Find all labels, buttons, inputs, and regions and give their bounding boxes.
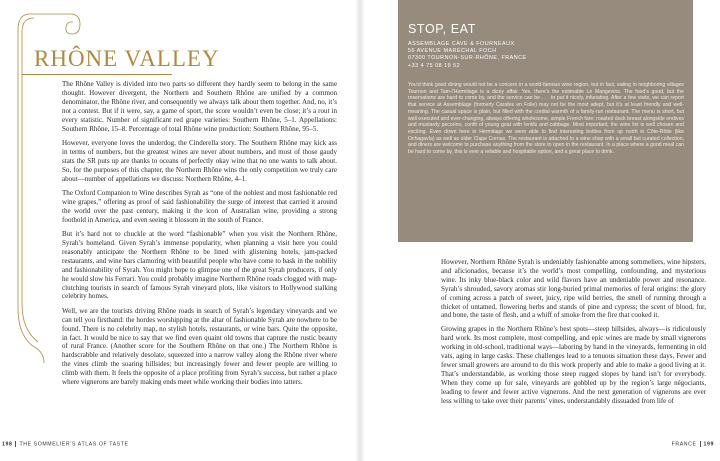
title-rule xyxy=(22,74,172,75)
sidebar-text xyxy=(408,82,684,156)
page-number-right: 199 xyxy=(703,441,714,448)
address-line: 07300 TOURNON-SUR-RHÔNE, FRANCE xyxy=(408,55,527,62)
stop-eat-sidebar xyxy=(398,0,693,242)
paragraph: Well, we are the tourists driving Rhône roads in search of Syrah’s legendary vineyards and we can tell you firsthand: the hordes worshipping at the altar of fashionable Syrah are nowhere to be found. There is no celebrity map, no stylish hotels, restaurants, or wine bars. Quite the opposite, in fact. It would be nice to say that we find even quaint old towns that capture the rustic beauty of rural France. (Another score for the Southern Rhône on that one.) The Northern Rhône is hardscrabble and relatively desolate, squeezed into a narrow valley along the Rhône river where the vines climb the soaring hillsides; but increasingly fewer and fewer people are willing to climb with them. It feels the opposite of a place profiting from Syrah’s success, but rather a place where vignerons are barely making ends meet while working their bodies into tatters. xyxy=(62,306,337,387)
address-line: ASSEMBLAGE CAVE & FOURNEAUX xyxy=(408,41,515,47)
paragraph: Growing grapes in the Northern Rhône’s best spots—steep hillsides, always—is ridiculously hard work. Its most complete, most compelling, and epic wines are made by small vignerons working in old-school, traditional ways—laboring by hand in the vineyards, fermenting in old vats, aging in large casks. These challenges lead to a tenuous situation these days. Fewer and fewer small growers are around to do this work properly and able to make a good living at it. That’s understandable, as working those steep rugged slopes by hand isn’t for everybody. When they come up for sale, vineyards are gobbled up by the region’s large négociants, leading to fewer and fewer active vignerons. And the next generation of vignerons are ever less willing to take over their parents’ vines, understandably dissuaded from life of xyxy=(441,325,706,405)
restaurant-address xyxy=(408,41,527,70)
book-title: THE SOMMELIER’S ATLAS OF TASTE xyxy=(19,441,129,448)
paragraph: However, Northern Rhône Syrah is undeniably fashionable among sommeliers, wine hipsters, and aficionados, because it’s the world’s most compelling, confounding, and mysterious wine. Its inky blue-black color and wild flavors have an undeniable power and resonance. Syrah’s shrouded, savory aromas stir long-buried primal memories of feral origins: the glory of coming across a patch of sweet, juicy, ripe wild berries, the smell of running through a thicket of untamed, flowering herbs and stands of pine and cypress; the scent of blood, fur, and bone, the taste of flesh, and a whiff of smoke from the fire that cooked it. xyxy=(441,258,706,320)
sidebar-paragraph: You’d think good dining would not be a concern in a world-famous wine region, but in fact, eating in neighboring villages Tournon and Tain-l’Hermitage is a dicey affair. Yes, there’s the estimable Le Mangevins. The food’s good, but the reservations are hard to come by, and the service can be . . . to put it nicely, infuriating. After a few visits, we can report that service at Assemblage (formerly Carafes en Folie) may not be the most adept, but it’s at least friendly and well-meaning. The casual space is plain, but filled with the cordial warmth of a family-run restaurant. The menu is short, but well executed and ever-changing, always offering wholesome, simple French fare: roasted duck breast alongside endives and mustardy pecorino, confit of young goat with lentils and cabbage. Most important, the wine list is well chosen and exciting. Even down here in Hermitage we were able to find interesting bottles from up north in Côte-Rôtie (like Ochagavía) as well as older Clape Cornas. The restaurant is attached to a wine shop with a small but curated collection, and diners are welcome to purchase anything from the store to open in the restaurant. In a place where a good meal can be hard to come by, this is ever a reliable and hospitable option, and a great place to drink. xyxy=(408,82,684,156)
left-body-text xyxy=(62,80,337,393)
footer-divider xyxy=(15,441,16,447)
phone-number: +33 4 75 08 19 52 xyxy=(408,62,461,69)
book-gutter xyxy=(355,0,365,461)
right-footer xyxy=(672,441,714,447)
paragraph: The Oxford Companion to Wine describes Syrah as “one of the noblest and most fashionable red wine grapes,” offering as proof of said fashionability the surge of interest that carried it around the world over the past century, making it the icon of Australian wine, providing a strong foothold in America, and even seeing it blossom in the south of France. xyxy=(62,188,337,224)
left-footer xyxy=(2,441,129,447)
paragraph: However, everyone loves the underdog, the Cinderella story. The Southern Rhône may kick ass in terms of numbers, but the greatest wines are never about numbers, and most of those gaudy stats the SR puts up are thanks to oceans of perfectly okay wine that no one wants to talk about. So, for the purposes of this chapter, the Northern Rhône wins the only competition we truly care about—number of appellations we discuss: Northern Rhône, 4–1. xyxy=(62,138,337,183)
chapter-title: RHÔNE VALLEY xyxy=(34,46,220,71)
paragraph: The Rhône Valley is divided into two parts so different they hardly seem to belong in the same thought. However divergent, the Northern and Southern Rhône are unified by a common denominator, the Rhône river, and consequently we always talk about them together. And, no, it’s not a contest. But if it were, say, a game of sport, the score wouldn’t even be close; it’s a rout in every statistic. Number of significant red grape varieties: Southern Rhône, 5–1. Appellations: Southern Rhône, 15–8. Percentage of total Rhône wine production: Southern Rhône, 95–5. xyxy=(62,80,337,133)
sidebar-heading: STOP, EAT xyxy=(408,22,476,36)
paragraph: But it’s hard not to chuckle at the word “fashionable” when you visit the Northern Rhône, Syrah’s homeland. Given Syrah’s immense popularity, when planning a visit here you could reasonably anticipate the Northern Rhône to be lined with glistening hotels, jam-packed restaurants, and wine bars clamoring with beautiful people who have come to bask in the nobility and fashionability of Syrah. You might hope to glimpse one of the great Syrah producers, if only he would slow his Ferrari. You could probably imagine Northern Rhône roads clogged with map-clutching tourists in search of famous Syrah vineyard plots, like visitors to Hollywood stalking celebrity homes. xyxy=(62,230,337,301)
address-line: 56 AVENUE MARÉCHAL FOCH xyxy=(408,48,497,55)
footer-divider xyxy=(700,441,701,447)
right-body-text xyxy=(441,258,706,411)
page-number-left: 198 xyxy=(2,441,13,448)
section-name: FRANCE xyxy=(671,441,697,448)
